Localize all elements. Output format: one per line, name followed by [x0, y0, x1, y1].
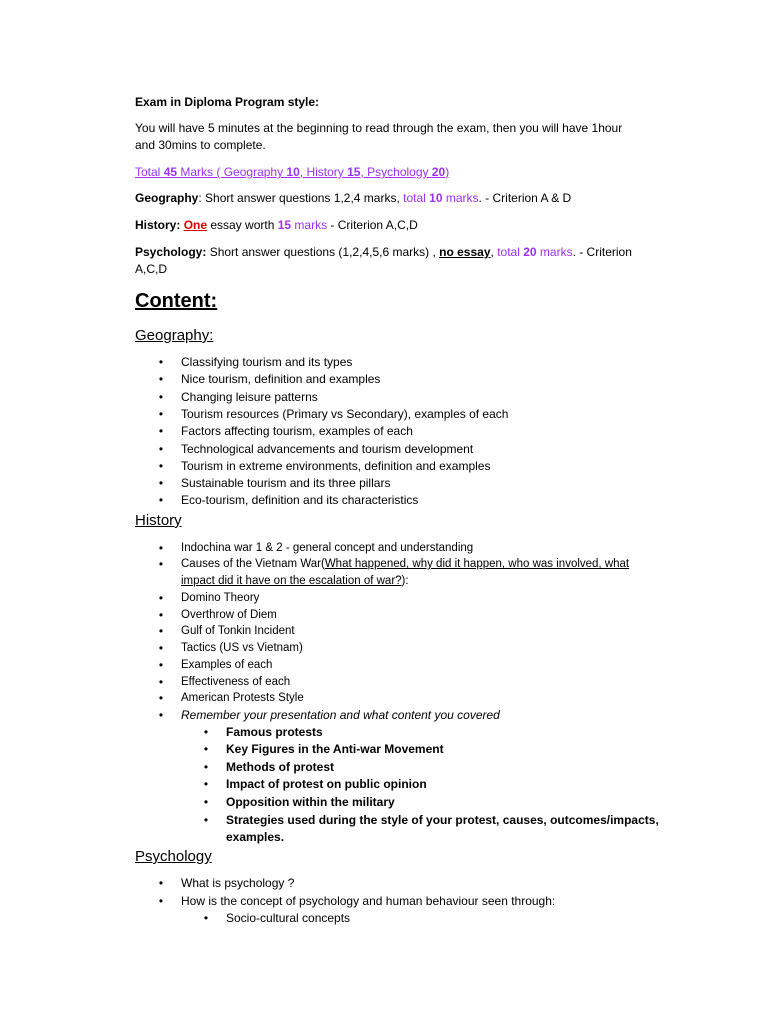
history-heading: History — [135, 512, 182, 529]
list-item: Tourism in extreme environments, definition and examples — [181, 458, 491, 473]
bullet-icon: • — [158, 541, 164, 555]
list-item: Domino Theory — [181, 592, 260, 604]
list-item-continued: impact did it have on the escalation of war?): — [181, 575, 409, 587]
list-item: Examples of each — [181, 658, 273, 671]
bullet-icon: • — [158, 441, 164, 456]
bullet-icon: • — [203, 777, 209, 792]
sub-list-item: Methods of protest — [226, 759, 334, 774]
bullet-icon: • — [158, 476, 164, 491]
sub-list-item: Famous protests — [226, 725, 323, 739]
sub-list-item: Socio-cultural concepts — [226, 911, 351, 925]
bullet-icon: • — [158, 355, 164, 369]
bullet-icon: • — [203, 742, 209, 757]
list-item: Technological advancements and tourism development — [181, 441, 474, 456]
list-item: Classifying tourism and its types — [181, 355, 353, 369]
geography-heading: Geography: — [135, 327, 214, 344]
bullet-icon: • — [158, 493, 164, 508]
bullet-icon: • — [203, 794, 209, 809]
psychology-criterion-wrap: A,C,D — [135, 262, 168, 276]
sub-list-item-continued: examples. — [226, 830, 285, 844]
sub-list-item: Opposition within the military — [226, 794, 395, 809]
list-item: Tactics (US vs Vietnam) — [181, 642, 303, 655]
bullet-icon: • — [203, 759, 209, 774]
list-item: Changing leisure patterns — [181, 389, 318, 404]
history-marks-line: History: One essay worth 15 marks - Criterion A,C,D — [135, 218, 418, 232]
bullet-icon: • — [158, 674, 164, 689]
bullet-icon: • — [158, 372, 164, 387]
sub-list-item: Impact of protest on public opinion — [226, 777, 427, 792]
bullet-icon: • — [158, 641, 164, 656]
sub-list-item: Key Figures in the Anti-war Movement — [226, 742, 444, 757]
list-item: What is psychology ? — [181, 876, 295, 890]
list-item: Remember your presentation and what content you covered — [181, 708, 500, 722]
sub-list-item: Strategies used during the style of your protest, causes, outcomes/impacts, — [226, 813, 659, 827]
exam-title: Exam in Diploma Program style: — [135, 95, 320, 109]
list-item: Overthrow of Diem — [181, 608, 277, 621]
list-item: How is the concept of psychology and human behaviour seen through: — [181, 893, 556, 908]
bullet-icon: • — [158, 691, 164, 706]
list-item: Tourism resources (Primary vs Secondary), examples of each — [181, 406, 509, 421]
list-item: American Protests Style — [181, 692, 304, 705]
list-item: Nice tourism, definition and examples — [181, 372, 381, 387]
bullet-icon: • — [158, 458, 164, 473]
content-heading: Content: — [135, 290, 218, 312]
bullet-icon: • — [158, 557, 164, 571]
bullet-icon: • — [158, 893, 164, 908]
total-marks-line: Total 45 Marks ( Geography 10, History 15, Psychology 20) — [135, 165, 450, 179]
psychology-marks-line: Psychology: Short answer questions (1,2,4,5,6 marks) , no essay, total 20 marks. - Criterion — [135, 245, 632, 259]
bullet-icon: • — [158, 657, 164, 672]
bullet-icon: • — [158, 591, 164, 605]
bullet-icon: • — [158, 406, 164, 421]
bullet-icon: • — [203, 813, 209, 827]
intro-line-2: and 30mins to complete. — [135, 138, 266, 152]
bullet-icon: • — [158, 389, 164, 404]
list-item: Causes of the Vietnam War(What happened, why did it happen, who was involved, what — [181, 558, 630, 570]
bullet-icon: • — [158, 708, 164, 722]
list-item: Indochina war 1 & 2 - general concept and understanding — [181, 542, 474, 554]
bullet-icon: • — [158, 876, 164, 890]
bullet-icon: • — [158, 624, 164, 639]
list-item: Eco-tourism, definition and its characteristics — [181, 493, 419, 508]
geography-marks-line: Geography: Short answer questions 1,2,4 marks, total 10 marks. - Criterion A & D — [135, 191, 572, 205]
list-item: Factors affecting tourism, examples of each — [181, 424, 413, 439]
list-item: Sustainable tourism and its three pillars — [181, 476, 391, 491]
psychology-heading: Psychology — [135, 848, 212, 865]
bullet-icon: • — [203, 725, 209, 739]
list-item: Gulf of Tonkin Incident — [181, 625, 295, 638]
bullet-icon: • — [203, 911, 209, 925]
bullet-icon: • — [158, 424, 164, 439]
bullet-icon: • — [158, 607, 164, 622]
intro-line-1: You will have 5 minutes at the beginning to read through the exam, then you will have 1hour — [135, 121, 623, 135]
list-item: Effectiveness of each — [181, 675, 291, 688]
